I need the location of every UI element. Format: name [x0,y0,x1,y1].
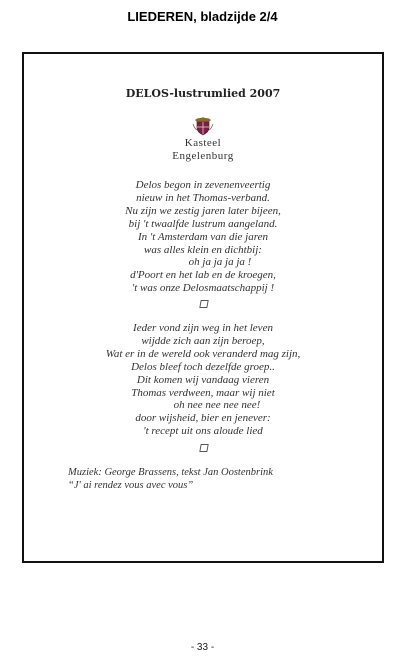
coat-of-arms-icon [192,116,214,136]
verse-line: d'Poort en het lab en de kroegen, [130,269,276,282]
verse-line: Wat er in de wereld ook veranderd mag zijn, [105,347,301,360]
verse-separator [199,444,208,452]
verse-line: In 't Amsterdam van die jaren [138,230,268,243]
credits-music-text: Muziek: George Brassens, tekst Jan Oostenbrink [68,467,273,478]
song-credits [68,467,273,492]
verse-separator [199,300,208,308]
verse-line: Delos begon in zevenenveertig [135,179,271,191]
page-header-title: LIEDEREN, bladzijde 2/4 [127,9,278,24]
verse-line: Delos bleef toch dezelfde groep.. [131,360,275,373]
song-title: DELOS-lustrumlied 2007 [125,87,281,100]
verse-line: Ieder vond zijn weg in het leven [133,322,273,334]
verse-line: wijdde zich aan zijn beroep, [141,334,265,347]
castle-name-line1: Kasteel [184,137,222,149]
verse-2 [24,322,382,438]
verse-line: oh ja ja ja ja ! [188,256,252,269]
verse-line: oh nee nee nee nee! [173,399,261,412]
castle-name-line2: Engelenburg [172,150,234,162]
verse-line: Thomas verdween, maar wij niet [131,386,275,399]
verse-line: 't recept uit ons aloude lied [143,425,263,438]
verse-line: was alles klein en dichtbij: [144,243,262,256]
page-number: - 33 - [190,642,215,653]
verse-line: 't was onze Delosmaatschappij ! [131,282,275,295]
song-frame [22,52,384,563]
verse-line: Dit komen wij vandaag vieren [136,373,270,386]
verse-1 [24,179,382,295]
verse-line: bij 't twaalfde lustrum aangeland. [128,217,278,230]
credits-melody-title: “J' ai rendez vous avec vous” [68,479,194,491]
verse-line: Nu zijn we zestig jaren later bijeen, [125,204,281,217]
verse-line: nieuw in het Thomas-verband. [136,191,270,204]
verse-line: door wijsheid, bier en jenever: [135,412,271,425]
